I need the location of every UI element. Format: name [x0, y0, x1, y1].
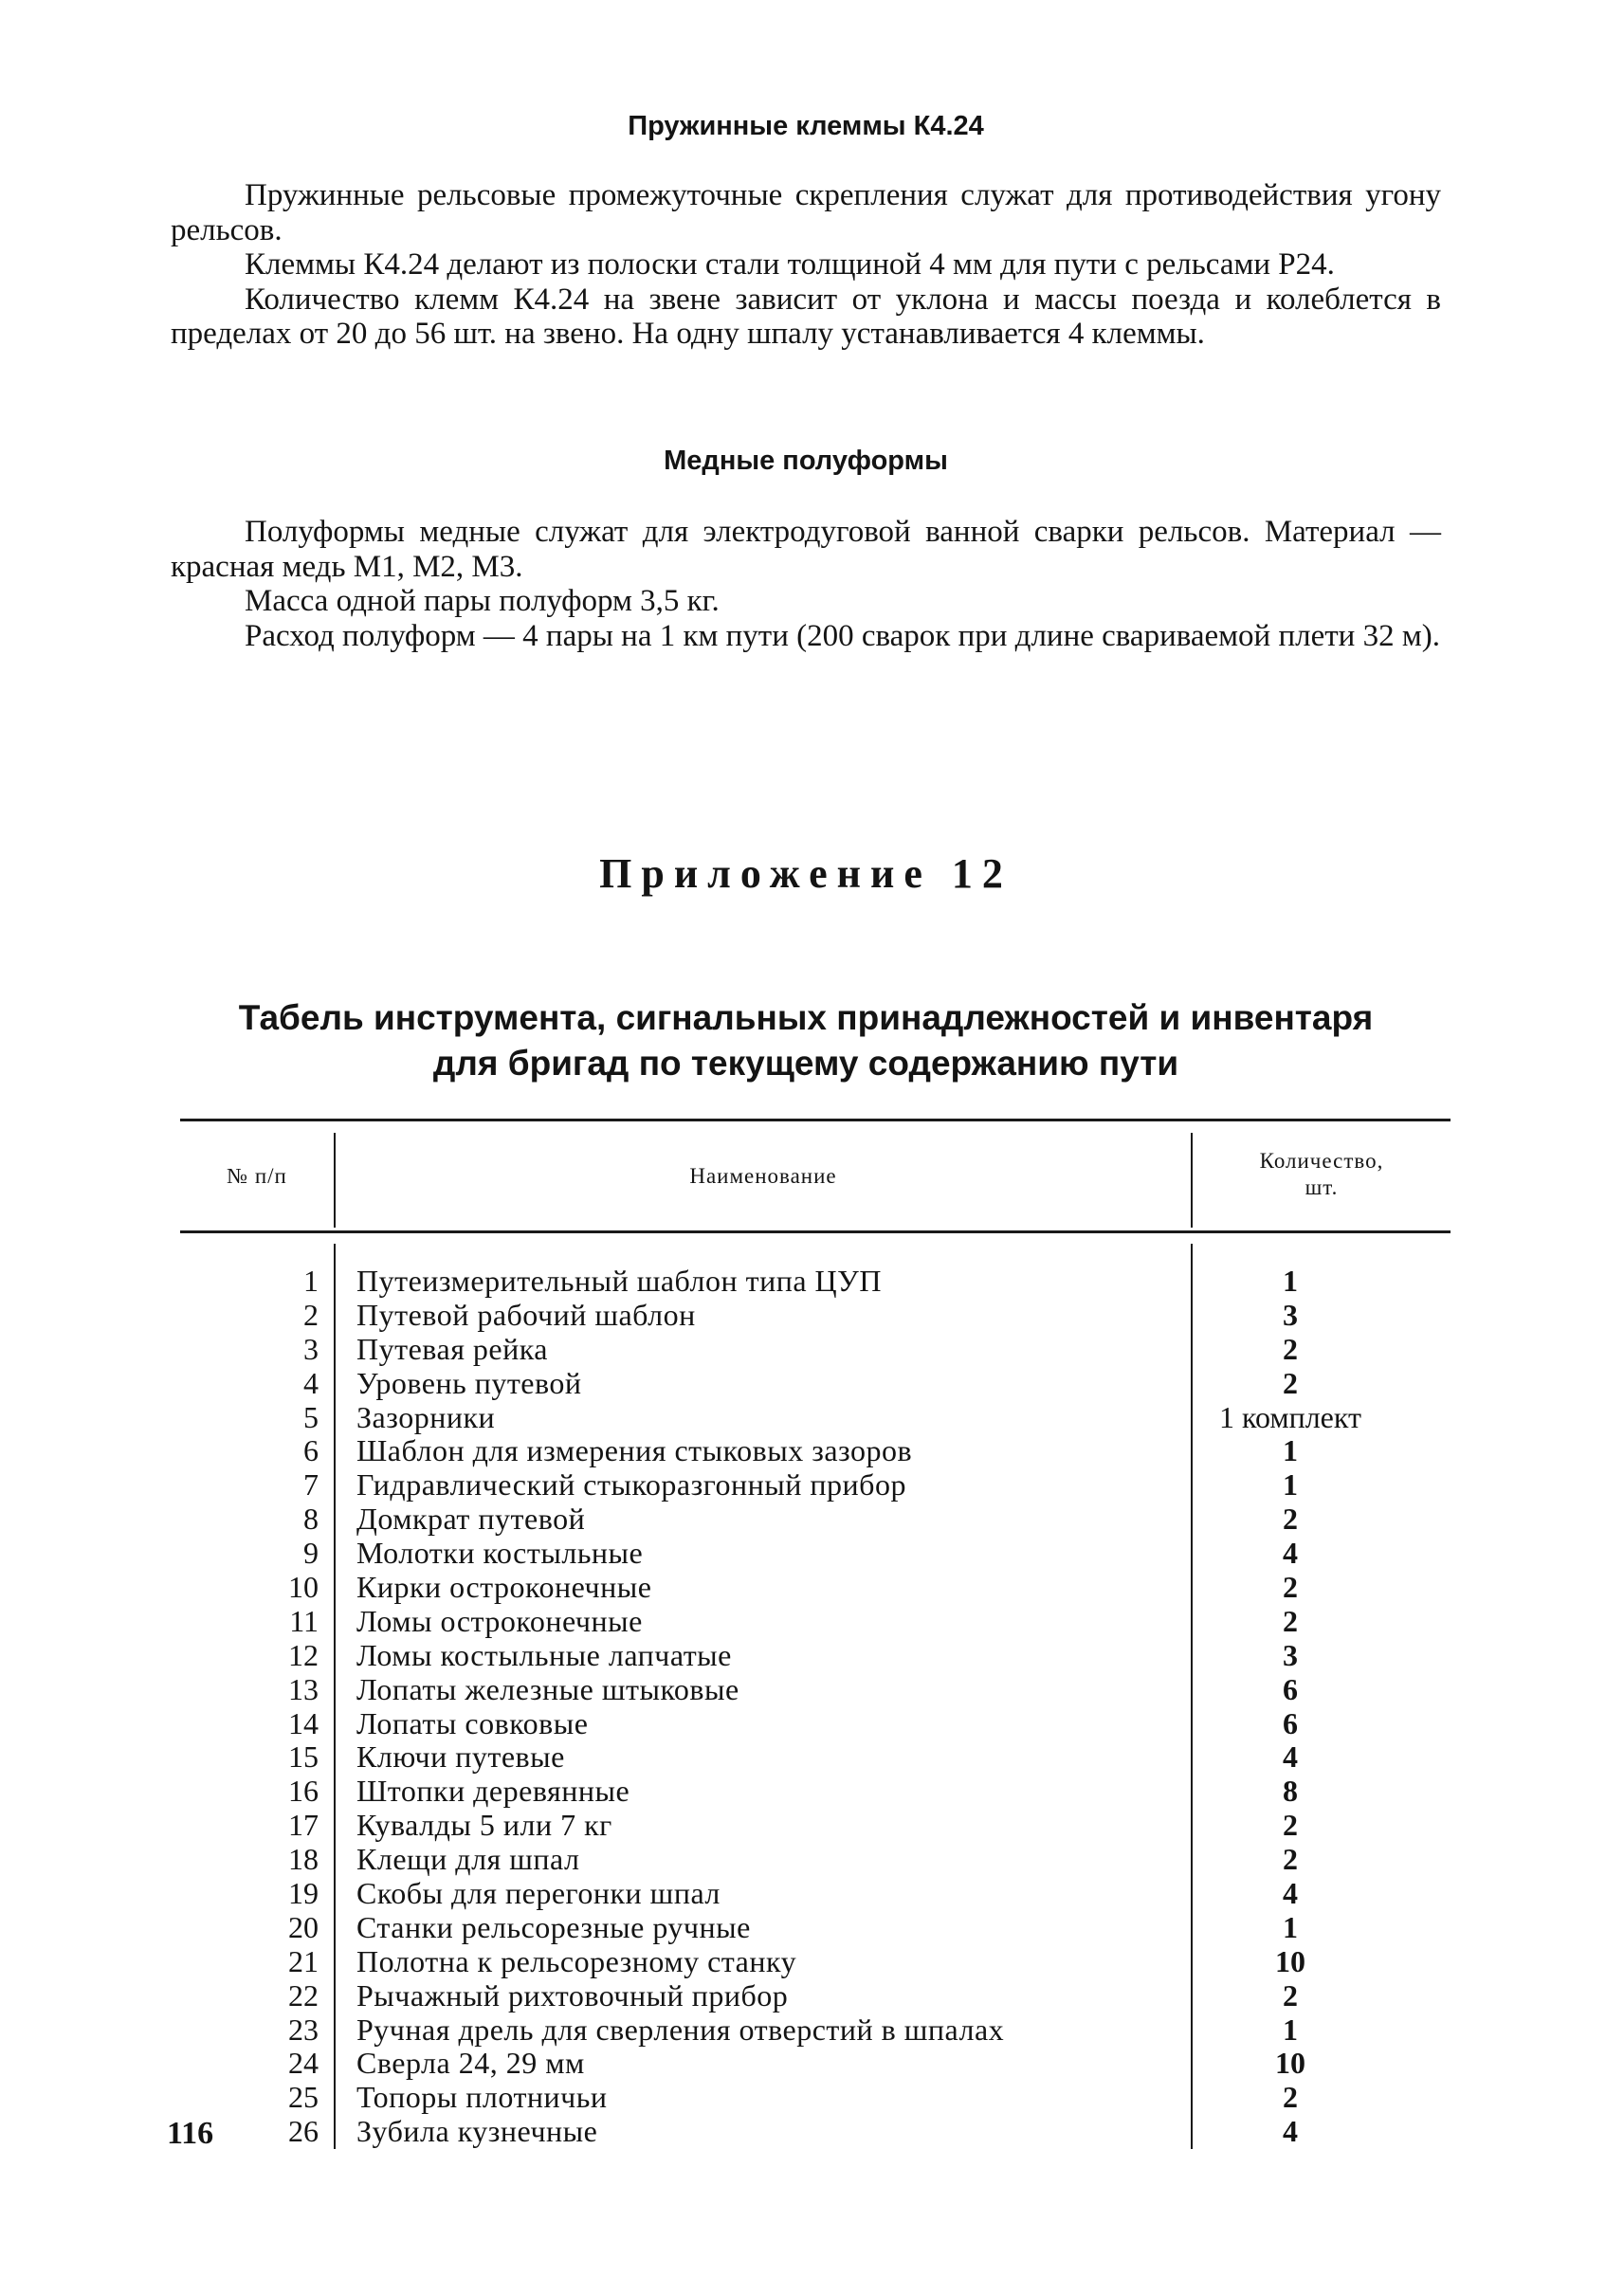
row-number: 13	[288, 1671, 319, 1706]
row-number: 24	[288, 2046, 319, 2081]
row-quantity: 2	[1283, 1977, 1298, 2013]
row-name: Станки рельсорезные ручные	[356, 1909, 751, 1944]
section-1-title: Пружинные клеммы К4.24	[628, 111, 984, 141]
row-quantity: 8	[1283, 1774, 1298, 1809]
row-quantity: 1	[1283, 1264, 1298, 1298]
row-number: 7	[303, 1467, 319, 1503]
row-quantity: 1	[1283, 1467, 1298, 1503]
row-quantity: 3	[1283, 1637, 1298, 1672]
row-name: Штопки деревянные	[356, 1774, 630, 1809]
table-row	[180, 1468, 1451, 1503]
table-row	[180, 1434, 1451, 1468]
row-number: 18	[288, 1842, 319, 1877]
table-row	[180, 1673, 1451, 1707]
table-row	[180, 1639, 1451, 1673]
row-number: 4	[303, 1365, 319, 1400]
row-name: Путевая рейка	[356, 1331, 548, 1366]
row-number: 17	[288, 1808, 319, 1843]
row-name: Полотна к рельсорезному станку	[356, 1943, 797, 1978]
row-name: Домкрат путевой	[356, 1502, 586, 1537]
table-row	[180, 1605, 1451, 1639]
section-1-paragraph: Количество клемм К4.24 на звене зависит от уклона и массы поезда и колеблется в пределах от 20 до 56 шт. на звено. На одну шпалу устанавливается 4 клеммы.	[171, 282, 1441, 351]
row-name: Ломы костыльные лапчатые	[356, 1637, 732, 1672]
header-name: Наименование	[689, 1164, 837, 1188]
table-row	[180, 1265, 1451, 1299]
row-number: 14	[288, 1705, 319, 1740]
row-name: Лопаты железные штыковые	[356, 1671, 739, 1706]
table-row	[180, 1367, 1451, 1401]
table-row	[180, 1401, 1451, 1435]
row-name: Ломы остроконечные	[356, 1603, 643, 1638]
row-quantity: 4	[1283, 1536, 1298, 1571]
table-row	[180, 1571, 1451, 1605]
row-quantity: 2	[1283, 1502, 1298, 1537]
row-quantity: 2	[1283, 2080, 1298, 2115]
row-number: 22	[288, 1977, 319, 2013]
row-name: Гидравлический стыкоразгонный прибор	[356, 1467, 906, 1503]
row-quantity: 2	[1283, 1603, 1298, 1638]
row-quantity: 4	[1283, 2114, 1298, 2149]
row-number: 10	[288, 1570, 319, 1605]
row-number: 26	[288, 2114, 319, 2149]
row-quantity: 3	[1283, 1297, 1298, 1332]
row-number: 8	[303, 1502, 319, 1537]
row-number: 3	[303, 1331, 319, 1366]
row-quantity: 4	[1283, 1876, 1298, 1911]
row-name: Уровень путевой	[356, 1365, 582, 1400]
section-2-title: Медные полуформы	[664, 446, 948, 476]
table-row	[180, 1707, 1451, 1741]
table-row	[180, 1945, 1451, 1979]
table-row	[180, 2081, 1451, 2115]
row-name: Клещи для шпал	[356, 1842, 580, 1877]
table-row	[180, 1877, 1451, 1911]
row-name: Рычажный рихтовочный прибор	[356, 1977, 789, 2013]
section-2-body	[171, 515, 1441, 653]
row-quantity: 4	[1283, 1739, 1298, 1775]
row-name: Ключи путевые	[356, 1739, 565, 1775]
row-number: 2	[303, 1297, 319, 1332]
table-row	[180, 1979, 1451, 2013]
table-row	[180, 1299, 1451, 1333]
table-row	[180, 1740, 1451, 1775]
row-name: Шаблон для измерения стыковых зазоров	[356, 1433, 913, 1468]
row-number: 9	[303, 1536, 319, 1571]
row-number: 5	[303, 1399, 319, 1434]
section-1-paragraph: Пружинные рельсовые промежуточные скрепления служат для противодействия угону рельсов.	[171, 178, 1441, 247]
row-number: 21	[288, 1943, 319, 1978]
table-title-line: Табель инструмента, сигнальных принадлежностей и инвентаря	[238, 998, 1374, 1037]
row-quantity: 10	[1275, 1943, 1305, 1978]
row-quantity: 2	[1283, 1365, 1298, 1400]
row-number: 16	[288, 1774, 319, 1809]
row-name: Кувалды 5 или 7 кг	[356, 1808, 612, 1843]
row-number: 6	[303, 1433, 319, 1468]
row-name: Путеизмерительный шаблон типа ЦУП	[356, 1264, 882, 1298]
header-number: № п/п	[227, 1164, 287, 1188]
table-row	[180, 1333, 1451, 1367]
header-quantity	[1193, 1148, 1451, 1201]
table-top-rule	[180, 1119, 1451, 1121]
table-title	[152, 995, 1460, 1086]
row-name: Лопаты совковые	[356, 1705, 589, 1740]
table-row	[180, 2013, 1451, 2048]
row-number: 23	[288, 2012, 319, 2047]
row-quantity: 10	[1275, 2046, 1305, 2081]
table-body	[180, 1265, 1451, 2149]
row-number: 15	[288, 1739, 319, 1775]
row-quantity: 1	[1283, 1433, 1298, 1468]
row-quantity: 1	[1283, 1909, 1298, 1944]
row-name: Скобы для перегонки шпал	[356, 1876, 721, 1911]
row-name: Кирки остроконечные	[356, 1570, 652, 1605]
table-row	[180, 1911, 1451, 1945]
row-name: Молотки костыльные	[356, 1536, 644, 1571]
row-quantity: 6	[1283, 1705, 1298, 1740]
table-row	[180, 1843, 1451, 1877]
table-row	[180, 2047, 1451, 2081]
row-name: Топоры плотничьи	[356, 2080, 608, 2115]
section-2-paragraph: Полуформы медные служат для электродуговой ванной сварки рельсов. Материал — красная медь М1, М2, М3.	[171, 515, 1441, 584]
row-quantity: 1 комплект	[1219, 1399, 1361, 1434]
row-quantity: 2	[1283, 1842, 1298, 1877]
row-name: Путевой рабочий шаблон	[356, 1297, 696, 1332]
section-1-paragraph: Клеммы К4.24 делают из полоски стали толщиной 4 мм для пути с рельсами Р24.	[245, 247, 1335, 282]
row-number: 1	[303, 1264, 319, 1298]
row-number: 20	[288, 1909, 319, 1944]
row-quantity: 6	[1283, 1671, 1298, 1706]
row-quantity: 2	[1283, 1331, 1298, 1366]
row-number: 11	[289, 1603, 319, 1638]
table-row	[180, 1503, 1451, 1537]
table-row	[180, 1537, 1451, 1571]
row-number: 19	[288, 1876, 319, 1911]
table-row	[180, 1809, 1451, 1843]
table-row	[180, 2115, 1451, 2149]
section-2-paragraph: Расход полуформ — 4 пары на 1 км пути (200 сварок при длине свариваемой плети 32 м).	[245, 618, 1440, 653]
row-name: Сверла 24, 29 мм	[356, 2046, 585, 2081]
row-number: 25	[288, 2080, 319, 2115]
page-number: 116	[167, 2116, 214, 2151]
table-row	[180, 1775, 1451, 1809]
row-quantity: 1	[1283, 2012, 1298, 2047]
row-quantity: 2	[1283, 1808, 1298, 1843]
row-name: Ручная дрель для сверления отверстий в шпалах	[356, 2012, 1005, 2047]
row-name: Зубила кузнечные	[356, 2114, 598, 2149]
appendix-title: Приложение 12	[599, 850, 1013, 897]
header-quantity-line: Количество,	[1259, 1149, 1384, 1173]
row-quantity: 2	[1283, 1570, 1298, 1605]
table-header-rule	[180, 1230, 1451, 1233]
section-1-body	[171, 178, 1441, 352]
table-title-line: для бригад по текущему содержанию пути	[432, 1044, 1179, 1083]
section-2-paragraph: Масса одной пары полуформ 3,5 кг.	[245, 584, 720, 618]
row-number: 12	[288, 1637, 319, 1672]
header-quantity-line: шт.	[1305, 1175, 1339, 1199]
row-name: Зазорники	[356, 1399, 496, 1434]
